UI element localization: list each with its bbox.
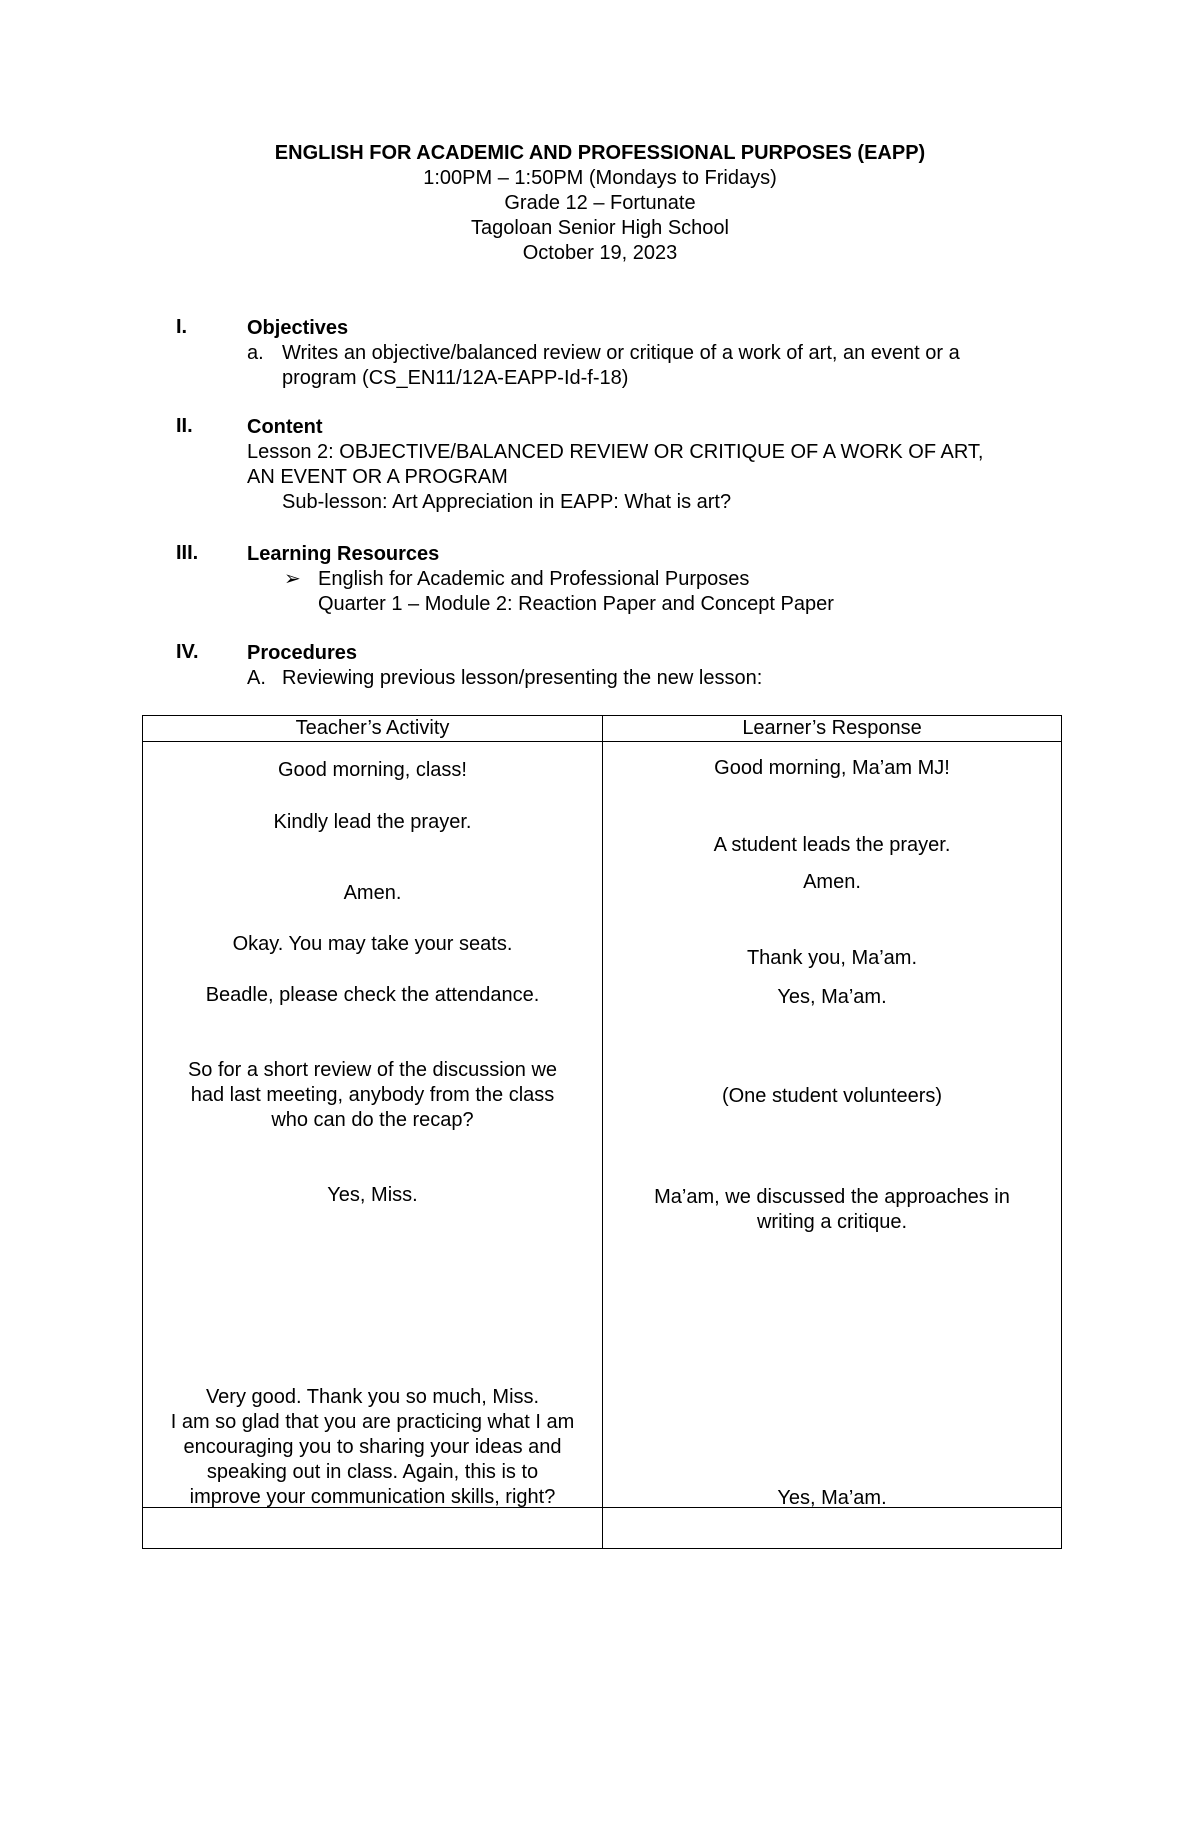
- objective-marker: a.: [247, 342, 264, 364]
- sublesson: Sub-lesson: Art Appreciation in EAPP: What is art?: [282, 491, 732, 513]
- activity-table: [142, 715, 1062, 1549]
- procedures-numeral: IV.: [176, 641, 199, 663]
- learner-line: Good morning, Ma’am MJ!: [714, 757, 950, 779]
- content-numeral: II.: [176, 415, 193, 437]
- procedures-heading: Procedures: [247, 642, 358, 664]
- learner-line: (One student volunteers): [721, 1085, 943, 1107]
- procedure-marker: A.: [247, 667, 266, 689]
- class-time: 1:00PM – 1:50PM (Mondays to Fridays): [423, 167, 777, 189]
- teacher-line: improve your communication skills, right?: [189, 1486, 556, 1508]
- document-header: [0, 141, 1200, 266]
- lesson-line-2: AN EVENT OR A PROGRAM: [247, 466, 508, 488]
- table-header-row: [143, 716, 1062, 742]
- teacher-line: So for a short review of the discussion we: [187, 1059, 558, 1081]
- teacher-line: I am so glad that you are practicing what I am: [170, 1411, 575, 1433]
- school-name: Tagoloan Senior High School: [471, 217, 729, 239]
- arrow-bullet-icon: ➢: [284, 568, 301, 590]
- teacher-line: Good morning, class!: [278, 759, 467, 781]
- teacher-line: Beadle, please check the attendance.: [205, 984, 540, 1006]
- learner-line: Ma’am, we discussed the approaches in: [654, 1186, 1010, 1208]
- teacher-line: Okay. You may take your seats.: [232, 933, 513, 955]
- procedure-item: Reviewing previous lesson/presenting the new lesson:: [282, 667, 763, 689]
- resource-line-2: Quarter 1 – Module 2: Reaction Paper and Concept Paper: [318, 593, 834, 615]
- content-heading: Content: [247, 416, 323, 438]
- course-title: ENGLISH FOR ACADEMIC AND PROFESSIONAL PURPOSES (EAPP): [274, 142, 926, 164]
- learner-line: A student leads the prayer.: [713, 834, 951, 856]
- learner-line: Thank you, Ma’am.: [746, 947, 918, 969]
- teacher-line: Yes, Miss.: [327, 1184, 418, 1206]
- teacher-line: speaking out in class. Again, this is to: [206, 1461, 539, 1483]
- teacher-activity-cell: [143, 742, 603, 1508]
- teacher-line: encouraging you to sharing your ideas and: [183, 1436, 562, 1458]
- learner-response-header: Learner’s Response: [603, 716, 1062, 742]
- teacher-line: who can do the recap?: [271, 1109, 474, 1131]
- objectives-numeral: I.: [176, 316, 188, 338]
- objectives-heading: Objectives: [247, 317, 349, 339]
- learner-line: Amen.: [803, 871, 861, 893]
- learner-line: Yes, Ma’am.: [777, 1487, 887, 1509]
- grade-section: Grade 12 – Fortunate: [504, 192, 696, 214]
- learner-line: writing a critique.: [756, 1211, 908, 1233]
- learner-line: Yes, Ma’am.: [777, 986, 887, 1008]
- teacher-line: had last meeting, anybody from the class: [190, 1084, 555, 1106]
- resource-line-1: English for Academic and Professional Purposes: [318, 568, 750, 590]
- table-row: [143, 1508, 1062, 1549]
- empty-cell: [143, 1508, 603, 1549]
- teacher-line: Amen.: [343, 882, 402, 904]
- objective-line-2: program (CS_EN11/12A-EAPP-Id-f-18): [282, 367, 629, 389]
- empty-cell: [603, 1508, 1062, 1549]
- objective-line-1: Writes an objective/balanced review or critique of a work of art, an event or a: [282, 342, 960, 364]
- learner-response-cell: [603, 742, 1062, 1508]
- lesson-date: October 19, 2023: [522, 242, 678, 264]
- teacher-line: Kindly lead the prayer.: [273, 811, 472, 833]
- teacher-activity-header: Teacher’s Activity: [143, 716, 603, 742]
- table-row: [143, 742, 1062, 1508]
- lesson-line-1: Lesson 2: OBJECTIVE/BALANCED REVIEW OR CRITIQUE OF A WORK OF ART,: [247, 441, 984, 463]
- resources-heading: Learning Resources: [247, 543, 440, 565]
- teacher-line: Very good. Thank you so much, Miss.: [205, 1386, 540, 1408]
- resources-numeral: III.: [176, 542, 199, 564]
